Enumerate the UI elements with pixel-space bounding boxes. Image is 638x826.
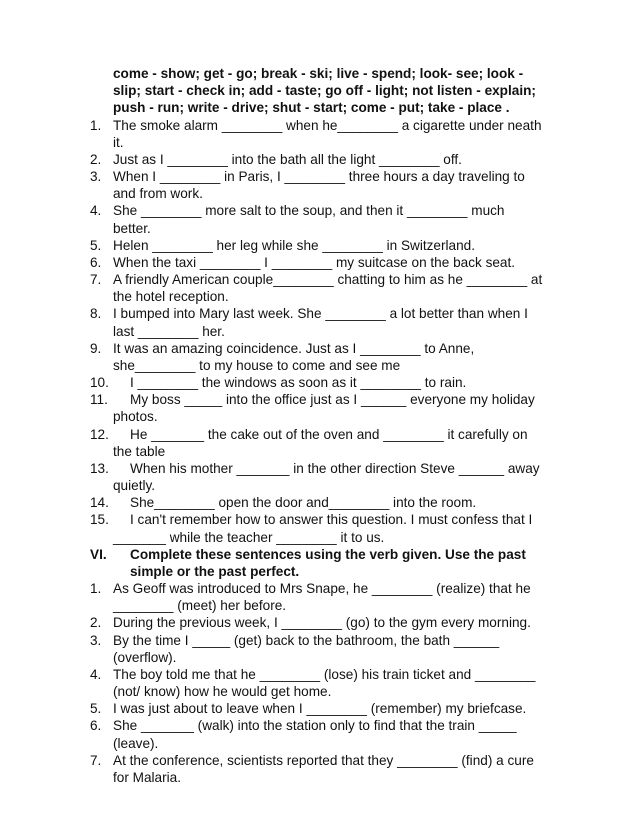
line-text: At the conference, scientists reported that they ________ (find) a cure [113, 753, 534, 768]
item-number: 7. [90, 753, 102, 768]
numbered-line [0, 666, 638, 683]
item-number: 2. [90, 152, 102, 167]
line-text: As Geoff was introduced to Mrs Snape, he ________ (realize) that he [113, 581, 531, 596]
line-text: come - show; get - go; break - ski; live - spend; look- see; look - [113, 66, 524, 81]
item-number: 3. [90, 633, 102, 648]
item-number: 12. [90, 427, 109, 442]
numbered-line [0, 460, 638, 477]
numbered-line [0, 202, 638, 219]
line-text: for Malaria. [113, 770, 181, 785]
line-text: last ________ her. [113, 324, 225, 339]
text-line [0, 477, 638, 494]
text-line [0, 443, 638, 460]
line-text: When I ________ in Paris, I ________ three hours a day traveling to [113, 169, 525, 184]
line-text: Complete these sentences using the verb given. Use the past [130, 547, 526, 562]
numbered-line [0, 305, 638, 322]
numbered-line [0, 426, 638, 443]
line-text: I can't remember how to answer this question. I must confess that I [130, 512, 533, 527]
line-text: She ________ more salt to the soup, and then it ________ much [113, 203, 505, 218]
line-text: I bumped into Mary last week. She ________ a lot better than when I [113, 306, 528, 321]
numbered-line [0, 271, 638, 288]
item-number: 11. [90, 392, 108, 407]
item-number: 5. [90, 238, 102, 253]
item-number: 4. [90, 203, 102, 218]
line-text: During the previous week, I ________ (go) to the gym every morning. [113, 615, 531, 630]
text-line [0, 99, 638, 116]
line-text: (not/ know) how he would get home. [113, 684, 332, 699]
text-line [0, 82, 638, 99]
line-text: I was just about to leave when I ________ (remember) my briefcase. [113, 701, 527, 716]
line-text: (leave). [113, 736, 159, 751]
line-text: and from work. [113, 186, 203, 201]
line-text: A friendly American couple________ chatting to him as he ________ at [113, 272, 543, 287]
item-number: 1. [90, 118, 102, 133]
item-number: 15. [90, 512, 109, 527]
line-text: simple or the past perfect. [130, 564, 300, 579]
text-line [0, 649, 638, 666]
text-line [0, 769, 638, 786]
text-line [0, 323, 638, 340]
line-text: She________ open the door and________ into the room. [130, 495, 477, 510]
item-number: 2. [90, 615, 102, 630]
text-line [0, 563, 638, 580]
text-line [0, 597, 638, 614]
text-line [0, 683, 638, 700]
line-text: better. [113, 221, 151, 236]
numbered-line [0, 374, 638, 391]
line-text: photos. [113, 409, 158, 424]
line-text: He _______ the cake out of the oven and ________ it carefully on [130, 427, 528, 442]
numbered-line [0, 546, 638, 563]
numbered-line [0, 391, 638, 408]
text-line [0, 288, 638, 305]
line-text: When his mother _______ in the other direction Steve ______ away [130, 461, 540, 476]
numbered-line [0, 511, 638, 528]
numbered-line [0, 237, 638, 254]
numbered-line [0, 168, 638, 185]
item-number: 6. [90, 255, 102, 270]
line-text: slip; start - check in; add - taste; go off - light; not listen - explain; [113, 83, 536, 98]
item-number: 7. [90, 272, 102, 287]
item-number: 13. [90, 461, 109, 476]
item-number: 3. [90, 169, 102, 184]
item-number: 6. [90, 718, 102, 733]
line-text: push - run; write - drive; shut - start; come - put; take - place . [113, 100, 510, 115]
line-text: quietly. [113, 478, 156, 493]
line-text: By the time I _____ (get) back to the bathroom, the bath ______ [113, 633, 500, 648]
line-text: she________ to my house to come and see me [113, 358, 401, 373]
numbered-line [0, 717, 638, 734]
text-line [0, 220, 638, 237]
item-number: 5. [90, 701, 102, 716]
text-line [0, 529, 638, 546]
numbered-line [0, 340, 638, 357]
line-text: She _______ (walk) into the station only to find that the train _____ [113, 718, 517, 733]
line-text: (overflow). [113, 650, 177, 665]
line-text: ________ (meet) her before. [113, 598, 287, 613]
line-text: The smoke alarm ________ when he________ a cigarette under neath [113, 118, 542, 133]
numbered-line [0, 254, 638, 271]
text-line [0, 134, 638, 151]
item-number: VI. [90, 547, 107, 562]
line-text: it. [113, 135, 124, 150]
text-line [0, 65, 638, 82]
line-text: My boss _____ into the office just as I ______ everyone my holiday [130, 392, 535, 407]
line-text: Helen ________ her leg while she ________ in Switzerland. [113, 238, 475, 253]
text-line [0, 357, 638, 374]
item-number: 14. [90, 495, 109, 510]
item-number: 1. [90, 581, 102, 596]
line-text: I ________ the windows as soon as it ________ to rain. [130, 375, 467, 390]
line-text: the table [113, 444, 166, 459]
numbered-line [0, 632, 638, 649]
numbered-line [0, 151, 638, 168]
numbered-line [0, 117, 638, 134]
text-line [0, 185, 638, 202]
item-number: 8. [90, 306, 102, 321]
item-number: 9. [90, 341, 102, 356]
line-text: The boy told me that he ________ (lose) his train ticket and ________ [113, 667, 536, 682]
numbered-line [0, 700, 638, 717]
item-number: 4. [90, 667, 102, 682]
line-text: It was an amazing coincidence. Just as I ________ to Anne, [113, 341, 475, 356]
line-text: _______ while the teacher ________ it to us. [113, 530, 385, 545]
numbered-line [0, 580, 638, 597]
numbered-line [0, 614, 638, 631]
numbered-line [0, 752, 638, 769]
text-line [0, 735, 638, 752]
numbered-line [0, 494, 638, 511]
text-line [0, 408, 638, 425]
item-number: 10. [90, 375, 109, 390]
line-text: When the taxi ________ I ________ my suitcase on the back seat. [113, 255, 516, 270]
line-text: the hotel reception. [113, 289, 229, 304]
line-text: Just as I ________ into the bath all the light ________ off. [113, 152, 462, 167]
